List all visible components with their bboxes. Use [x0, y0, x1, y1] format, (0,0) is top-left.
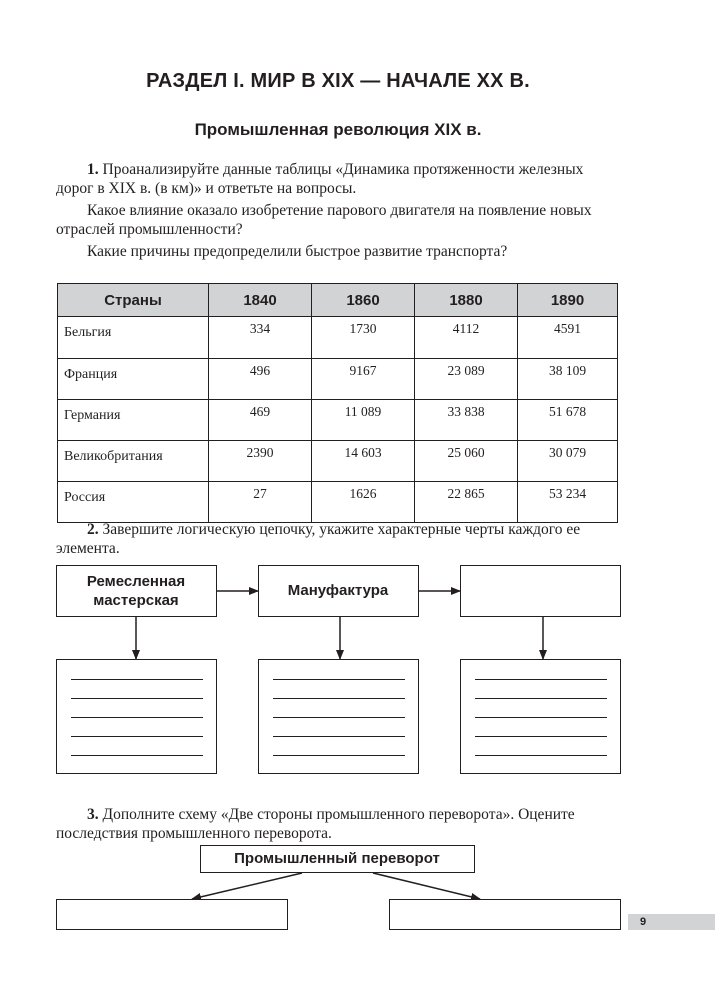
- industrial-revolution-box: [200, 845, 475, 873]
- arrow-left-branch: [192, 873, 302, 899]
- value-cell: 22 865: [415, 482, 518, 523]
- header-countries: Страны: [58, 284, 209, 317]
- value-cell: 2390: [209, 441, 312, 482]
- value-cell: 1626: [312, 482, 415, 523]
- chain-box-blank[interactable]: [460, 565, 621, 617]
- task3-number: 3.: [87, 806, 99, 823]
- value-cell: 334: [209, 317, 312, 359]
- header-1890: 1890: [518, 284, 618, 317]
- write-line: [475, 679, 607, 680]
- task1-instruction: Проанализируйте данные таблицы «Динамика протяженности железных дорог в XIX в. (в км)» и ответьте на вопросы.: [56, 161, 584, 197]
- task1-question2: Какие причины предопределили быстрое развитие транспорта?: [87, 243, 508, 260]
- value-cell: 9167: [312, 359, 415, 400]
- write-line: [273, 736, 405, 737]
- write-line: [475, 736, 607, 737]
- value-cell: 53 234: [518, 482, 618, 523]
- country-cell: Бельгия: [58, 317, 209, 359]
- write-line: [273, 717, 405, 718]
- task1-number: 1.: [87, 161, 99, 178]
- page-number: 9: [640, 916, 647, 928]
- chain-box-craft-workshop: [56, 565, 217, 617]
- section-title: РАЗДЕЛ I. МИР В XIX — НАЧАЛЕ XX В.: [146, 70, 530, 92]
- side-box-left[interactable]: [56, 899, 288, 930]
- answer-box-3[interactable]: [460, 659, 621, 774]
- write-line: [475, 717, 607, 718]
- task3-instruction: Дополните схему «Две стороны промышленного переворота». Оцените последствия промышленного переворота.: [56, 806, 575, 842]
- value-cell: 25 060: [415, 441, 518, 482]
- chain-box-label: Мануфактура: [287, 582, 389, 599]
- value-cell: 11 089: [312, 400, 415, 441]
- country-cell: Великобритания: [58, 441, 209, 482]
- value-cell: 1730: [312, 317, 415, 359]
- write-line: [273, 679, 405, 680]
- write-line: [71, 679, 203, 680]
- value-cell: 30 079: [518, 441, 618, 482]
- value-cell: 496: [209, 359, 312, 400]
- value-cell: 4591: [518, 317, 618, 359]
- header-1840: 1840: [209, 284, 312, 317]
- side-box-right[interactable]: [389, 899, 621, 930]
- write-line: [475, 698, 607, 699]
- country-cell: Россия: [58, 482, 209, 523]
- country-cell: Германия: [58, 400, 209, 441]
- task3-text: [56, 805, 622, 843]
- value-cell: 4112: [415, 317, 518, 359]
- write-line: [273, 755, 405, 756]
- write-line: [71, 755, 203, 756]
- topic-title: Промышленная революция XIX в.: [194, 120, 482, 139]
- write-line: [71, 736, 203, 737]
- write-line: [475, 755, 607, 756]
- value-cell: 469: [209, 400, 312, 441]
- write-line: [71, 717, 203, 718]
- value-cell: 33 838: [415, 400, 518, 441]
- header-1860: 1860: [312, 284, 415, 317]
- industrial-revolution-label: Промышленный переворот: [234, 850, 440, 867]
- value-cell: 14 603: [312, 441, 415, 482]
- answer-box-2[interactable]: [258, 659, 419, 774]
- answer-box-1[interactable]: [56, 659, 217, 774]
- chain-box-manufactory: [258, 565, 419, 617]
- header-1880: 1880: [415, 284, 518, 317]
- task2-instruction: Завершите логическую цепочку, укажите характерные черты каждого ее элемента.: [56, 521, 581, 557]
- task2-number: 2.: [87, 521, 99, 538]
- value-cell: 23 089: [415, 359, 518, 400]
- value-cell: 51 678: [518, 400, 618, 441]
- write-line: [71, 698, 203, 699]
- write-line: [273, 698, 405, 699]
- chain-box-label: Ремесленная мастерская: [86, 573, 186, 609]
- country-cell: Франция: [58, 359, 209, 400]
- task1-question1: Какое влияние оказало изобретение парового двигателя на появление новых отраслей промышленности?: [56, 202, 592, 238]
- value-cell: 38 109: [518, 359, 618, 400]
- value-cell: 27: [209, 482, 312, 523]
- arrow-right-branch: [373, 873, 480, 899]
